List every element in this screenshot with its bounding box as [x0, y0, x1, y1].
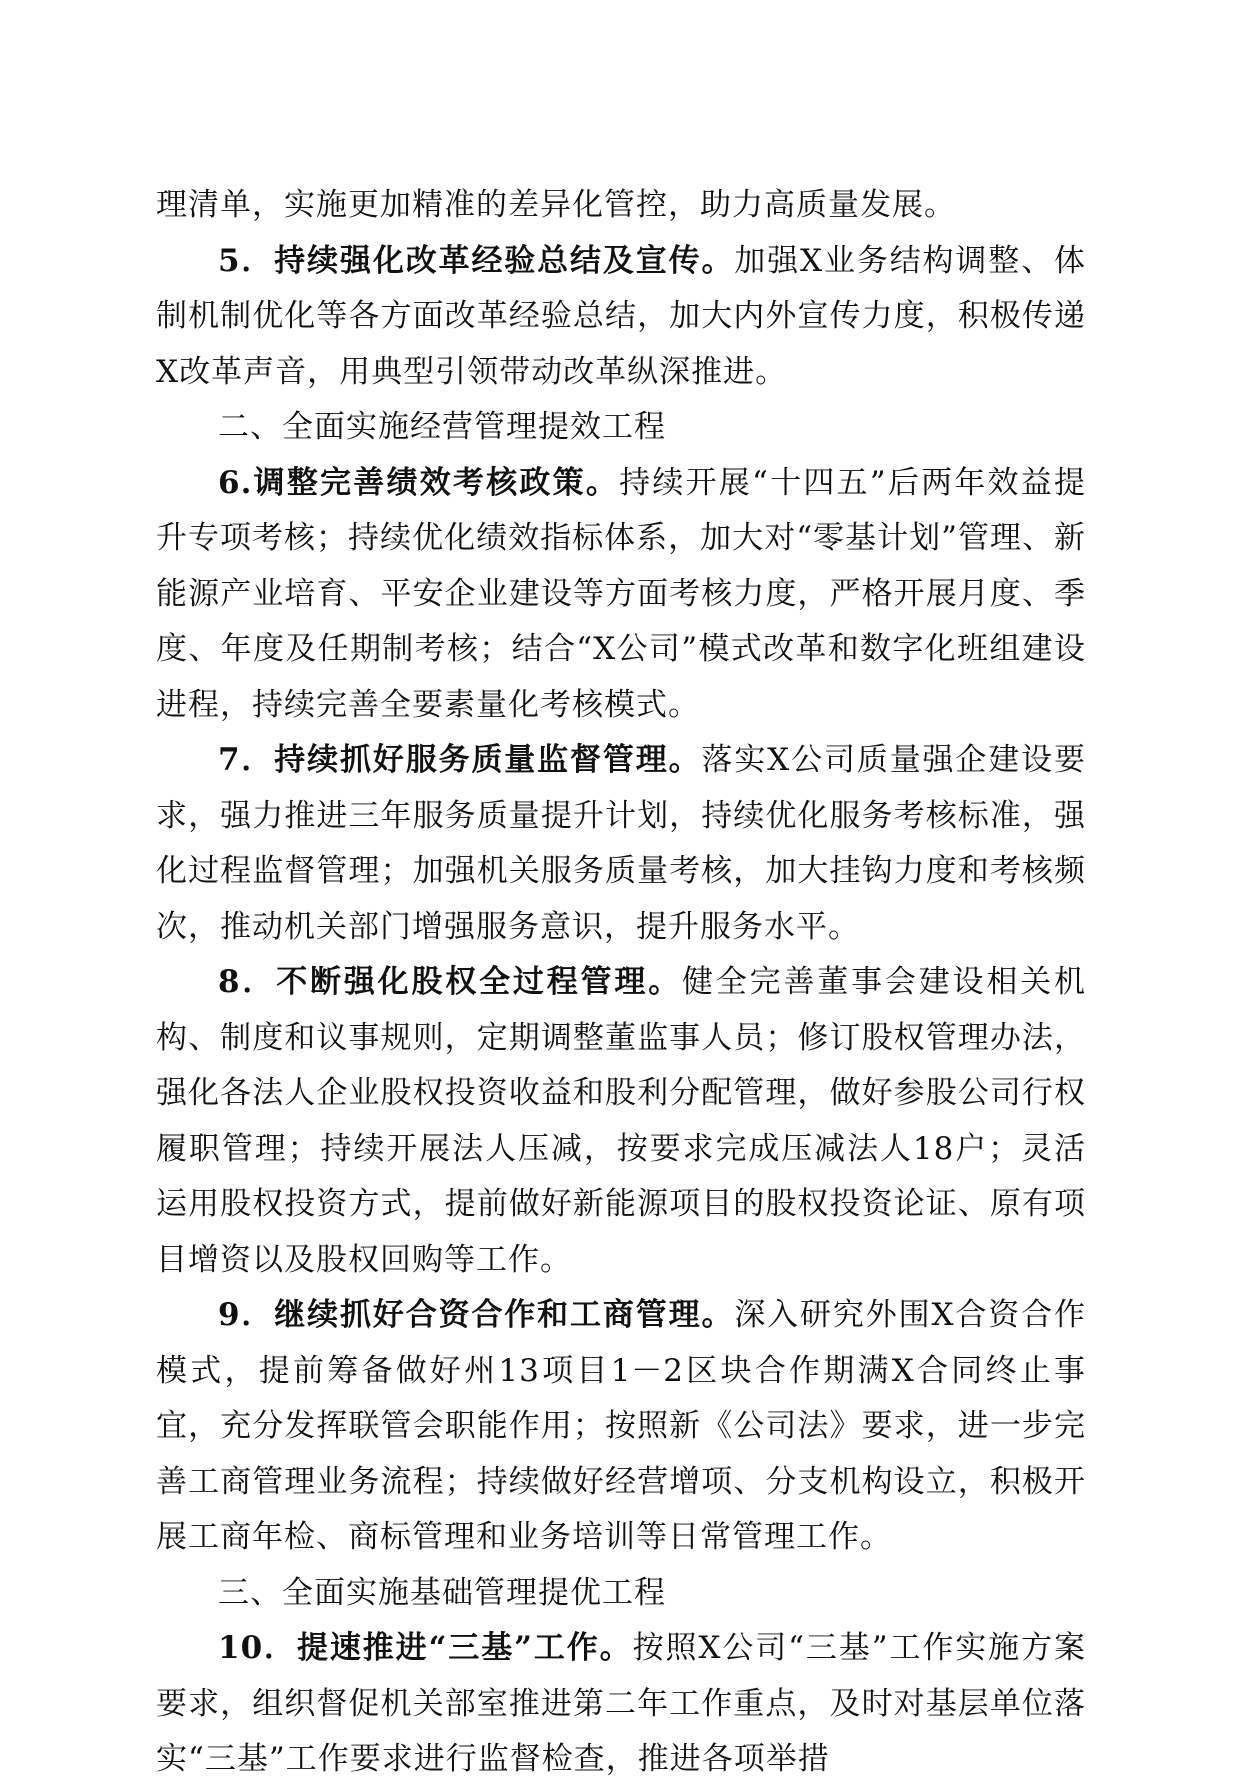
paragraph-item-5 — [156, 234, 1086, 401]
paragraph-text: 加强X业务结构调整、体制机制优化等各方面改革经验总结，加大内外宣传力度，积极传递X改革声音，用典型引领带动改革纵深推进。 — [156, 242, 1086, 390]
paragraph-text: 理清单，实施更加精准的差异化管控，助力高质量发展。 — [156, 187, 956, 223]
section-heading-text: 三、全面实施基础管理提优工程 — [218, 1574, 666, 1611]
section-heading-text: 二、全面实施经营管理提效工程 — [218, 409, 666, 445]
section-heading-2 — [156, 400, 1086, 456]
paragraph-text: 按照X公司“三基”工作实施方案要求，组织督促机关部室推进第二年工作重点，及时对基层单位落实“三基”工作要求进行监督检查，推进各项举措 — [156, 1630, 1086, 1777]
paragraph-title: 6.调整完善绩效考核政策。 — [218, 464, 620, 501]
paragraph-item-9 — [156, 1288, 1086, 1566]
paragraph-item-10 — [156, 1621, 1086, 1788]
paragraph-title: 8．不断强化股权全过程管理。 — [218, 964, 683, 1000]
paragraph-text: 健全完善董事会建设相关机构、制度和议事规则，定期调整董监事人员；修订股权管理办法，强化各法人企业股权投资收益和股利分配管理，做好参股公司行权履职管理；持续开展法人压减，按要求完成压减法人18户；灵活运用股权投资方式，提前做好新能源项目的股权投资论证、原有项目增资以及股权回购等工作。 — [156, 964, 1087, 1278]
document-body — [156, 178, 1086, 1788]
paragraph-item-7 — [156, 733, 1086, 955]
paragraph-text: 持续开展“十四五”后两年效益提升专项考核；持续优化绩效指标体系，加大对“零基计划”管理、新能源产业培育、平安企业建设等方面考核力度，严格开展月度、季度、年度及任期制考核；结合“X公司”模式改革和数字化班组建设进程，持续完善全要素量化考核模式。 — [156, 464, 1086, 723]
section-heading-3 — [156, 1566, 1086, 1622]
paragraph-item-6 — [156, 456, 1086, 734]
paragraph-title: 7．持续抓好服务质量监督管理。 — [218, 742, 702, 778]
paragraph-text: 深入研究外围X合资合作模式，提前筹备做好州13项目1－2区块合作期满X合同终止事宜，充分发挥联管会职能作用；按照新《公司法》要求，进一步完善工商管理业务流程；持续做好经营增项、分支机构设立，积极开展工商年检、商标管理和业务培训等日常管理工作。 — [156, 1297, 1086, 1555]
paragraph-continuation — [156, 178, 1086, 234]
paragraph-title: 9．继续抓好合资合作和工商管理。 — [218, 1297, 735, 1333]
paragraph-text: 落实X公司质量强企建设要求，强力推进三年服务质量提升计划，持续优化服务考核标准，强化过程监督管理；加强机关服务质量考核，加大挂钩力度和考核频次，推动机关部门增强服务意识，提升服务水平。 — [156, 742, 1086, 945]
paragraph-item-8 — [156, 955, 1086, 1288]
paragraph-title: 5．持续强化改革经验总结及宣传。 — [218, 242, 735, 279]
paragraph-title: 10．提速推进“三基”工作。 — [218, 1630, 633, 1666]
